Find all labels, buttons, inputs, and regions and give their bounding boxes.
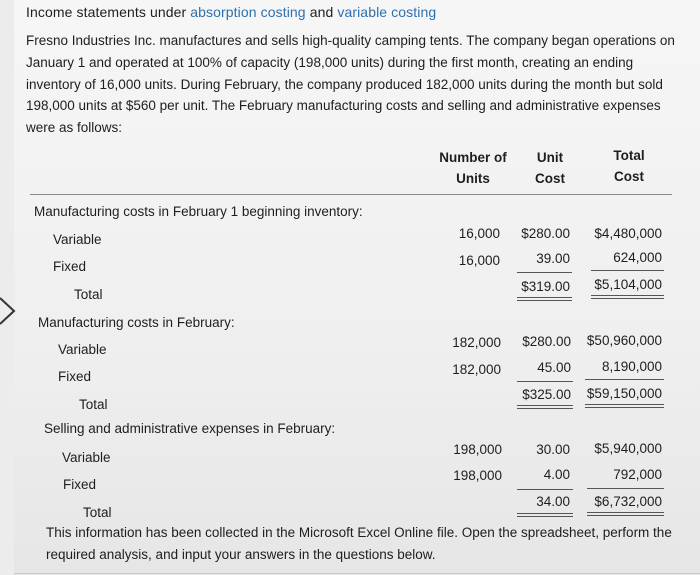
- unit-cost-total: 34.00: [536, 494, 570, 509]
- chevron-right-icon[interactable]: [0, 296, 18, 326]
- page-title: [26, 4, 436, 20]
- title-and: and: [305, 4, 338, 20]
- header-unit-cost: [520, 147, 580, 189]
- header-unitcost-line1: Unit: [536, 150, 564, 165]
- subtotal-underline: [517, 489, 573, 490]
- row-label: Variable: [58, 342, 107, 357]
- row-label: Fixed: [63, 477, 97, 492]
- units-cell: 198,000: [453, 468, 502, 483]
- unit-cost-cell: 30.00: [536, 442, 570, 457]
- total-cost-cell: 624,000: [613, 250, 662, 265]
- header-rule: [30, 194, 672, 195]
- row-label: Fixed: [53, 259, 87, 274]
- total-cost-total: $6,732,000: [594, 494, 662, 509]
- row-label: Total: [79, 397, 108, 412]
- header-total-line2: Cost: [614, 169, 644, 184]
- header-number-of-units: [433, 147, 513, 189]
- subtotal-underline: [585, 379, 664, 380]
- header-total-line1: Total: [613, 148, 645, 163]
- units-cell: 182,000: [452, 335, 501, 350]
- header-units-line2: Units: [456, 171, 490, 186]
- subtotal-underline: [587, 488, 664, 489]
- total-double-underline: [587, 512, 664, 516]
- problem-description: Fresno Industries Inc. manufactures and sells high-quality camping tents. The company began operations on January 1 and operated at 100% of capacity (198,000 units) during the first month, creating an ending inventory of 16,000 units. During February, the company produced 182,000 units during the month but sold 198,000 units at $560 per unit. The February manufacturing costs and selling and administrative expenses were as follows:: [26, 33, 675, 136]
- row-label: Variable: [62, 450, 111, 465]
- total-double-underline: [517, 405, 573, 409]
- total-cost-cell: 792,000: [613, 467, 662, 482]
- unit-cost-total: $325.00: [522, 387, 571, 402]
- bottom-divider: [14, 573, 700, 574]
- instructions-text: This information has been collected in the Microsoft Excel Online file. Open the spreadsheet, perform the required analysis, and input your answers in the questions below.: [46, 525, 672, 562]
- units-cell: 198,000: [453, 442, 502, 457]
- total-double-underline: [517, 297, 572, 301]
- total-cost-total: $5,104,000: [594, 277, 662, 292]
- total-cost-cell: 8,190,000: [601, 359, 662, 374]
- variable-costing-link[interactable]: variable costing: [337, 4, 437, 20]
- units-cell: 16,000: [458, 226, 500, 241]
- total-double-underline: [591, 295, 664, 299]
- row-label: Fixed: [58, 369, 92, 384]
- total-cost-cell: $5,940,000: [594, 441, 662, 456]
- total-cost-cell: $50,960,000: [586, 333, 662, 348]
- subtotal-underline: [517, 381, 573, 382]
- title-prefix: Income statements under: [26, 4, 191, 20]
- total-double-underline: [585, 404, 664, 408]
- total-cost-cell: $4,480,000: [594, 226, 662, 241]
- subtotal-underline: [517, 272, 572, 273]
- total-cost-total: $59,150,000: [586, 386, 662, 401]
- unit-cost-cell: 39.00: [536, 251, 570, 266]
- units-cell: 16,000: [458, 253, 500, 268]
- unit-cost-cell: 45.00: [537, 360, 571, 375]
- row-label: Total: [83, 505, 112, 520]
- absorption-costing-link[interactable]: absorption costing: [190, 4, 306, 20]
- header-unitcost-line2: Cost: [535, 171, 565, 186]
- unit-cost-cell: $280.00: [521, 226, 570, 241]
- unit-cost-cell: 4.00: [543, 467, 570, 482]
- total-double-underline: [517, 513, 573, 517]
- header-total-cost: [594, 145, 664, 187]
- unit-cost-total: $319.00: [521, 279, 570, 294]
- section-title: Manufacturing costs in February 1 beginning inventory:: [34, 204, 363, 219]
- unit-cost-cell: $280.00: [522, 334, 571, 349]
- subtotal-underline: [591, 270, 664, 271]
- section-title: Manufacturing costs in February:: [38, 315, 235, 330]
- units-cell: 182,000: [452, 362, 501, 377]
- header-units-line1: Number of: [439, 150, 507, 165]
- section-title: Selling and administrative expenses in February:: [44, 421, 336, 436]
- row-label: Variable: [53, 232, 102, 247]
- row-label: Total: [74, 287, 103, 302]
